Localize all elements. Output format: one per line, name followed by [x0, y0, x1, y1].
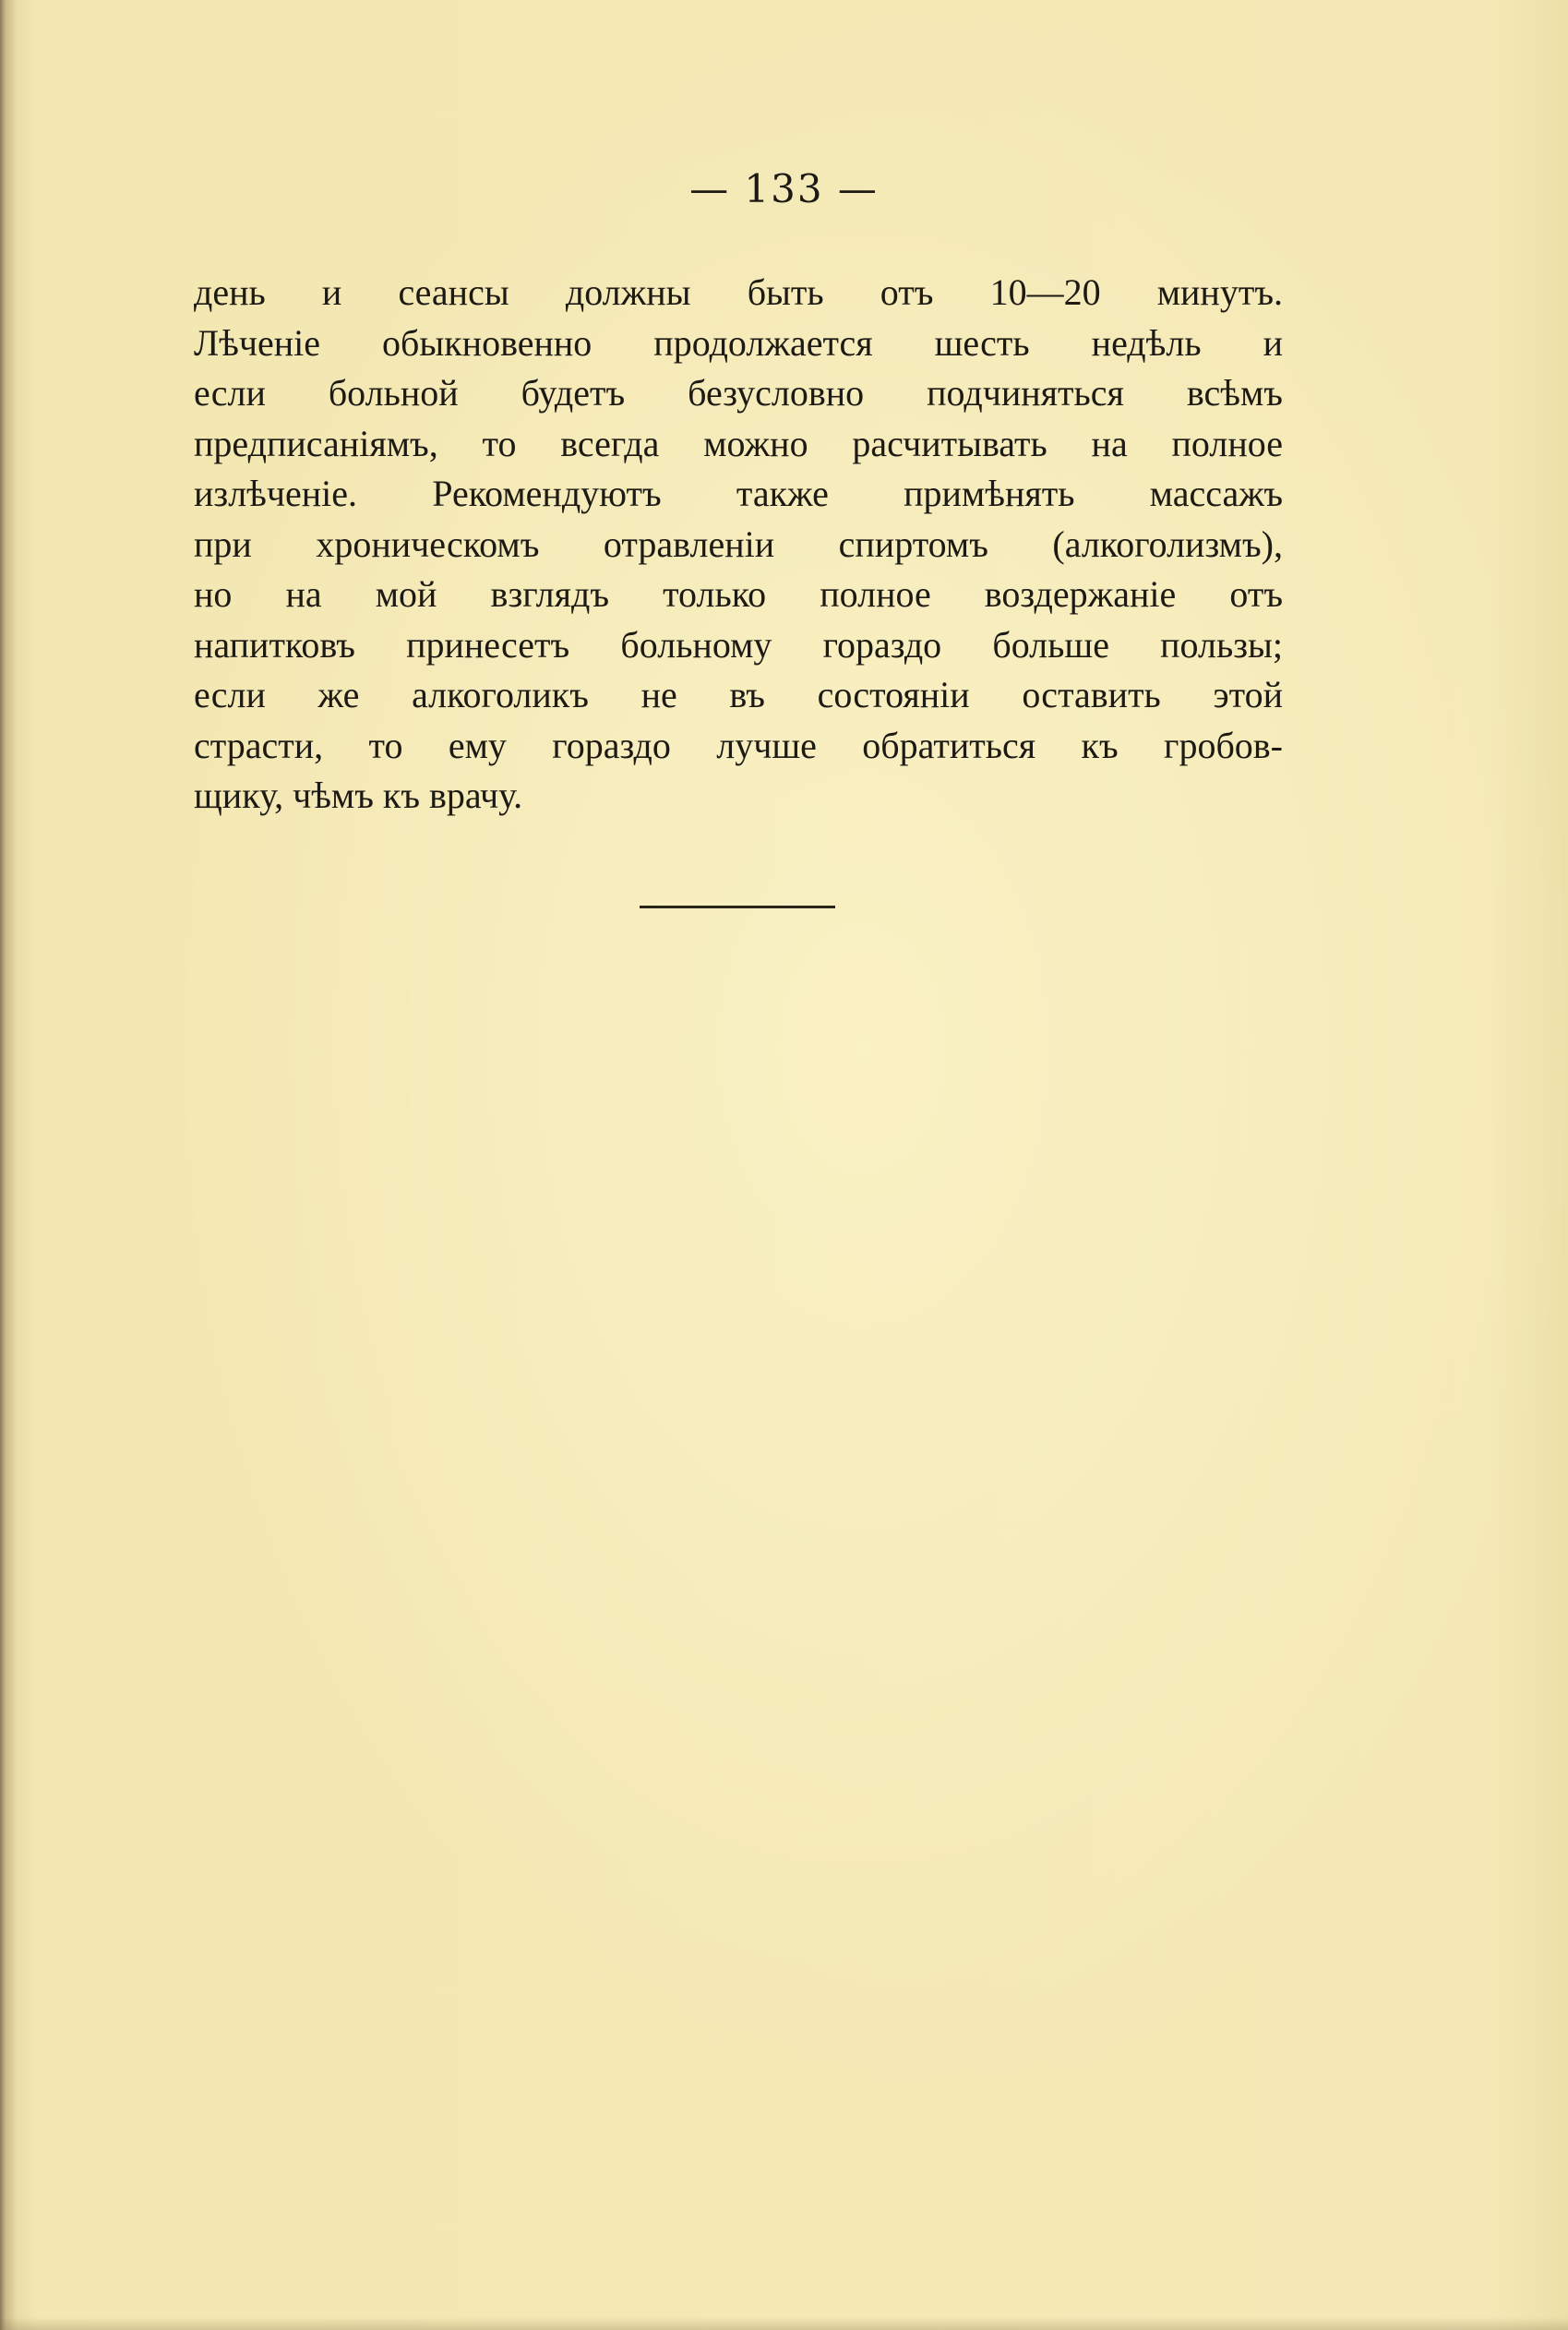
text-line: Лѣченіе обыкновенно продолжается шесть недѣль и [194, 321, 1283, 364]
text-line: страсти, то ему гораздо лучше обратиться къ гробов- [194, 724, 1283, 766]
text-line: если больной будетъ безусловно подчиняться всѣмъ [194, 372, 1283, 414]
text-line: при хроническомъ отравленіи спиртомъ (алкоголизмъ), [194, 522, 1283, 565]
body-text [194, 268, 1283, 822]
page-edge [0, 2317, 1568, 2330]
text-line: но на мой взглядъ только полное воздержаніе отъ [194, 573, 1283, 615]
text-line: щику, чѣмъ къ врачу. [194, 775, 523, 816]
text-line: предписаніямъ, то всегда можно расчитывать на полное [194, 422, 1283, 464]
text-line: напитковъ принесетъ больному гораздо больше пользы; [194, 623, 1283, 666]
page-number: — 133 — [689, 166, 879, 211]
text-line: излѣченіе. Рекомендуютъ также примѣнять массажъ [194, 473, 1283, 514]
text-line: если же алкоголикъ не въ состояніи оставить этой [194, 674, 1283, 715]
section-divider [640, 906, 835, 908]
text-line: день и сеансы должны быть отъ 10—20 минутъ. [194, 271, 1283, 313]
